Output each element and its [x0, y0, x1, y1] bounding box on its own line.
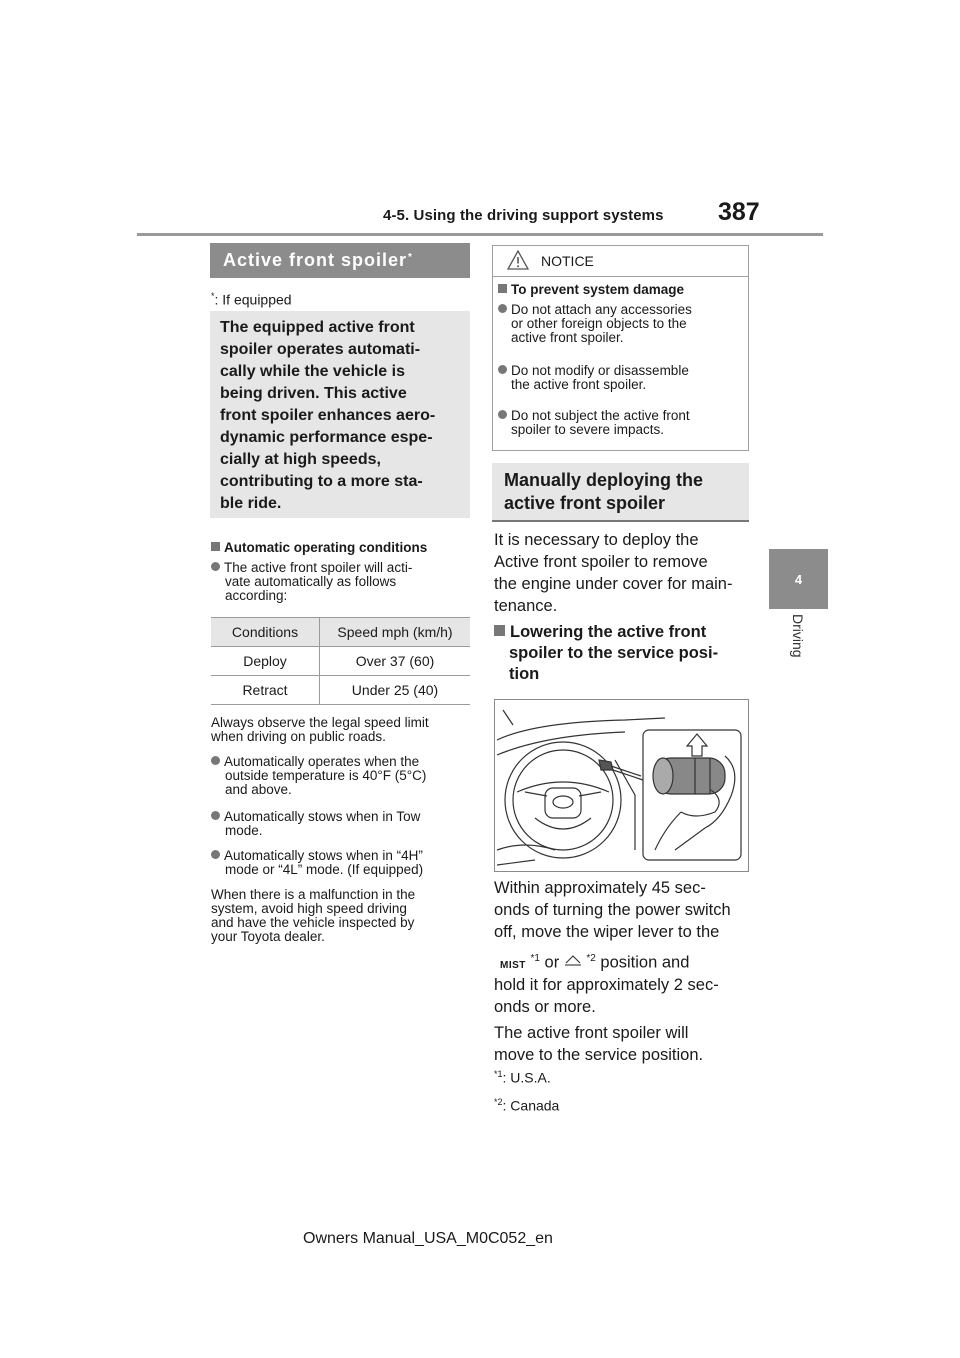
subheading-automatic-conditions: Automatic operating conditions [211, 540, 427, 555]
table-cell: Over 37 (60) [320, 647, 471, 676]
page-number: 387 [718, 198, 760, 226]
bullet-icon [498, 304, 507, 313]
notice-box [492, 245, 749, 451]
paragraph-result: The active front spoiler will move to the service position. [494, 1024, 704, 1064]
bullet-activation: The active front spoiler will acti- vate automatically as follows according: [211, 561, 412, 603]
footnote-canada: $^{*2}$: Canada [494, 1097, 560, 1114]
table-header-cell: Conditions [211, 618, 320, 647]
bullet-icon [211, 811, 220, 820]
wiper-lever-illustration [494, 699, 749, 872]
notice-item-impacts: Do not subject the active front spoiler to severe impacts. [498, 409, 690, 437]
bullet-icon [498, 410, 507, 419]
steering-wheel-illustration [495, 700, 748, 871]
notice-item-modify: Do not modify or disassemble the active front spoiler. [498, 364, 689, 392]
mist-symbol-icon: MIST [500, 959, 526, 971]
bullet-temperature: Automatically operates when the outside temperature is 40°F (5°C) and above. [211, 755, 426, 797]
table-cell: Deploy [211, 647, 320, 676]
section-heading-manual-deploy: Manually deploying the active front spoiler [492, 463, 749, 522]
chapter-label: Driving [790, 614, 806, 658]
notice-item-accessories: Do not attach any accessories or other foreign objects to the active front spoiler. [498, 303, 692, 345]
square-bullet-icon [498, 284, 507, 293]
table-row [211, 647, 470, 676]
subheading-service-position: Lowering the active front spoiler to the service posi- tion [494, 622, 718, 685]
if-equipped-footnote: *: If equipped [211, 291, 292, 308]
section-heading-active-front-spoiler: Active front spoiler * [210, 243, 470, 278]
table-header-row [211, 618, 470, 647]
mist-canada-symbol-icon [564, 954, 582, 966]
bullet-tow-mode: Automatically stows when in Tow mode. [211, 810, 420, 838]
notice-subheading: To prevent system damage [498, 282, 684, 297]
square-bullet-icon [211, 542, 220, 551]
wiper-position-line: MIST $^{*1}$ or $^{*2}$ position and [500, 953, 690, 972]
footnote-usa: $^{*1}$: U.S.A. [494, 1069, 551, 1086]
paragraph-deploy-reason: It is necessary to deploy the Active front spoiler to remove the engine under cover for main- tenance. [494, 531, 733, 615]
conditions-table [211, 617, 470, 705]
chapter-number: 4 [794, 571, 803, 587]
table-row [211, 676, 470, 705]
bullet-icon [211, 756, 220, 765]
paragraph-hold: hold it for approximately 2 sec- onds or more. [494, 976, 719, 1016]
speed-limit-note: Always observe the legal speed limit when driving on public roads. [211, 715, 429, 744]
table-cell: Retract [211, 676, 320, 705]
running-header: 4-5. Using the driving support systems [383, 207, 664, 224]
chapter-tab[interactable] [769, 549, 828, 609]
notice-title: NOTICE [493, 246, 748, 277]
intro-summary-box: The equipped active front spoiler operates automati- cally while the vehicle is being driven. This active front spoiler enhances aero- dynamic performance espe- cially at high speeds, contributing to a more sta- ble ride. [210, 311, 470, 518]
square-bullet-icon [494, 625, 505, 636]
header-rule [137, 233, 823, 236]
bullet-icon [211, 562, 220, 571]
malfunction-note: When there is a malfunction in the system, avoid high speed driving and have the vehicle inspected by your Toyota dealer. [211, 887, 416, 944]
warning-triangle-icon [507, 250, 529, 270]
table-header-cell: Speed mph (km/h) [320, 618, 471, 647]
table-cell: Under 25 (40) [320, 676, 471, 705]
bullet-icon [498, 365, 507, 374]
bullet-4h-4l-mode: Automatically stows when in “4H” mode or “4L” mode. (If equipped) [211, 849, 423, 877]
paragraph-wiper-instruction: Within approximately 45 sec- onds of turning the power switch off, move the wiper lever to the [494, 879, 731, 941]
bullet-icon [211, 850, 220, 859]
footer-manual-id: Owners Manual_USA_M0C052_en [303, 1230, 553, 1247]
